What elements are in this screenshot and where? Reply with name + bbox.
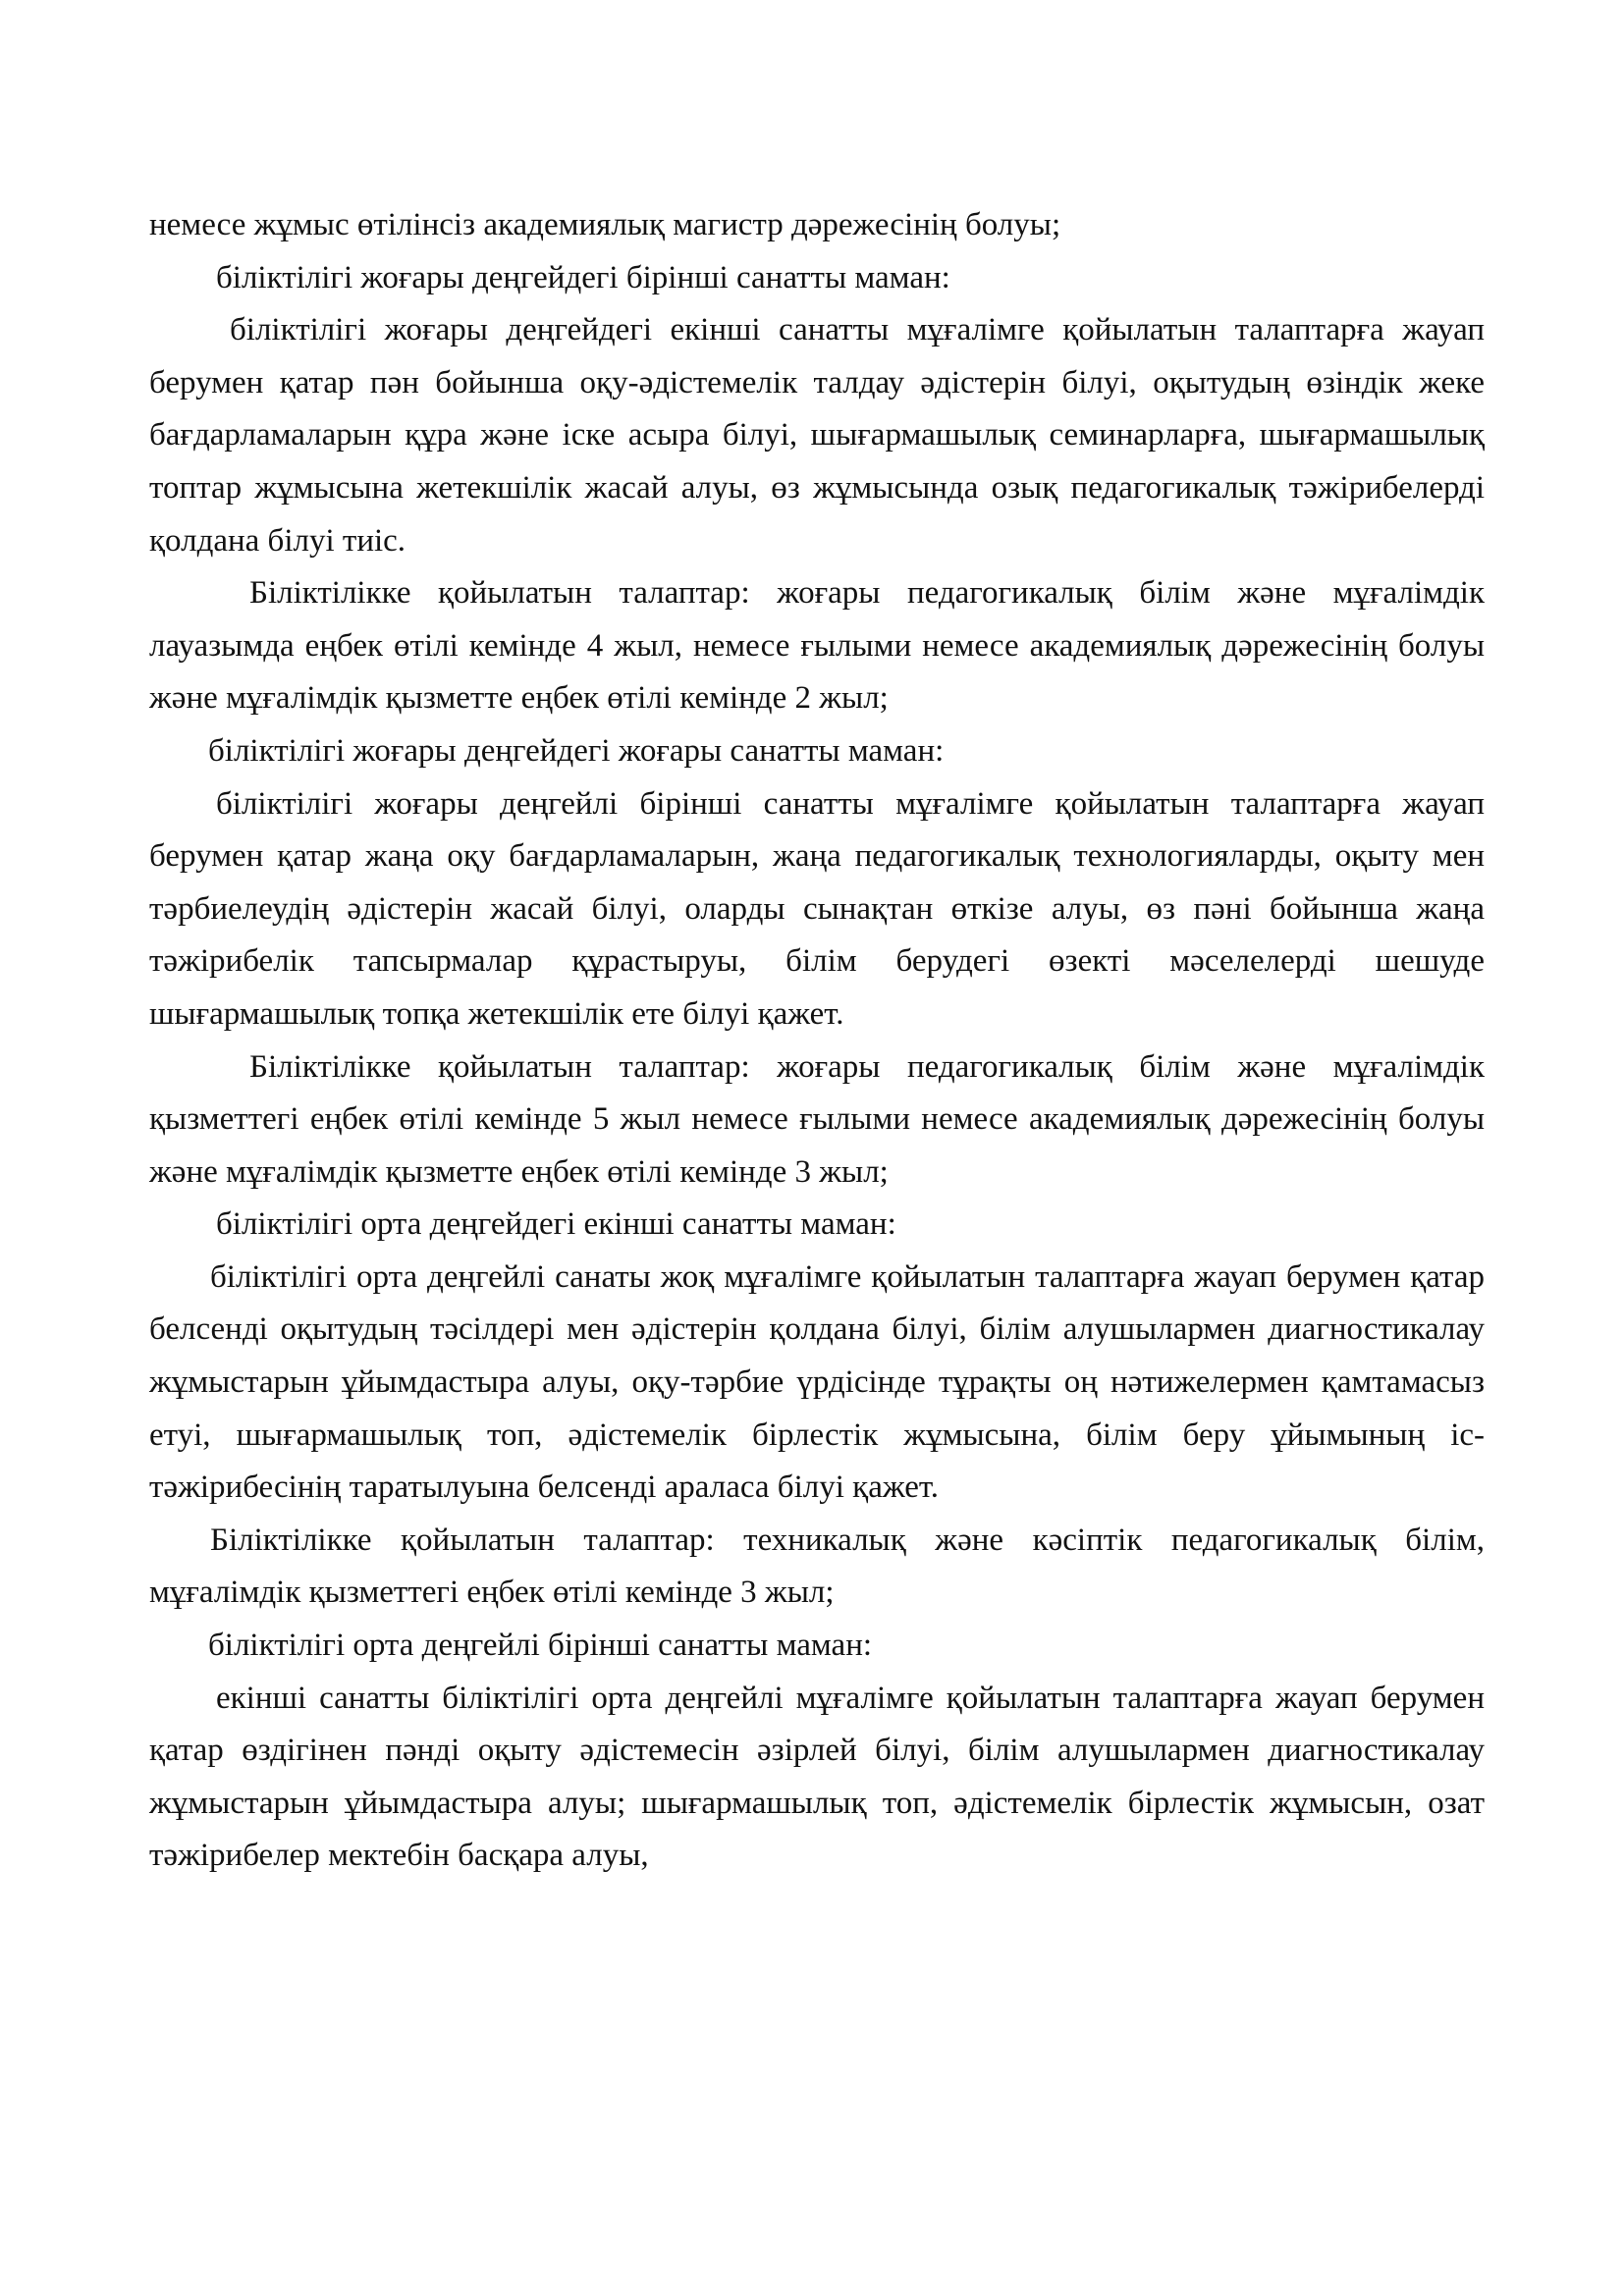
paragraph-mid-first-category-description: екінші санатты біліктілігі орта деңгейлі мұғалімге қойылатын талаптарға жауап берумен қатар өздігінен пәнді оқыту әдістемесін әзірлей білуі, білім алушылармен диагностикалау жұмыстарын ұйымдастыра алуы; шығармашылық топ, әдістемелік бірлестік жұмысын, озат тәжірибелер мектебін басқара алуы, (149, 1680, 1485, 1874)
paragraph-mid-second-category-requirements: Біліктілікке қойылатын талаптар: техникалық және кәсіптік педагогикалық білім, мұғалімдік қызметтегі еңбек өтілі кемінде 3 жыл; (149, 1522, 1485, 1611)
paragraph-continuation: немесе жұмыс өтілінсіз академиялық магистр дәрежесінің болуы; (149, 207, 1061, 242)
paragraph-mid-second-category-description: біліктілігі орта деңгейлі санаты жоқ мұғалімге қойылатын талаптарға жауап берумен қатар белсенді оқытудың тәсілдері мен әдістерін қолдана білуі, білім алушылармен диагностикалау жұмыстарын ұйымдастыра алуы, оқу-тәрбие үрдісінде тұрақты оң нәтижелермен қамтамасыз етуі, шығармашылық топ, әдістемелік бірлестік жұмысына, білім беру ұйымының іс-тәжірибесінің таратылуына белсенді араласа білуі қажет. (149, 1258, 1485, 1506)
paragraph-heading-first-category: біліктілігі жоғары деңгейдегі бірінші санатты маман: (216, 259, 950, 295)
paragraph-highest-category-description: біліктілігі жоғары деңгейлі бірінші санатты мұғалімге қойылатын талаптарға жауап берумен қатар жаңа оқу бағдарламаларын, жаңа педагогикалық технологияларды, оқыту мен тәрбиелеудің әдістерін жасай білуі, оларды сынақтан өткізе алуы, өз пәні бойынша жаңа тәжірибелік тапсырмалар құрастыруы, білім берудегі өзекті мәселелерді шешуде шығармашылық топқа жетекшілік ете білуі қажет. (149, 785, 1485, 1032)
paragraph-heading-highest-category: біліктілігі жоғары деңгейдегі жоғары санатты маман: (208, 732, 945, 769)
document-page (149, 199, 1485, 1883)
paragraph-first-category-description: біліктілігі жоғары деңгейдегі екінші санатты мұғалімге қойылатын талаптарға жауап берумен қатар пән бойынша оқу-әдістемелік талдау әдістерін білуі, оқытудың өзіндік жеке бағдарламаларын құра және іске асыра білуі, шығармашылық семинарларға, шығармашылық топтар жұмысына жетекшілік жасай алуы, өз жұмысында озық педагогикалық тәжірибелерді қолдана білуі тиіс. (149, 312, 1485, 559)
paragraph-heading-mid-first-category: біліктілігі орта деңгейлі бірінші санатты маман: (208, 1628, 873, 1664)
paragraph-heading-mid-second-category: біліктілігі орта деңгейдегі екінші санатты маман: (216, 1206, 896, 1243)
paragraph-first-category-requirements: Біліктілікке қойылатын талаптар: жоғары педагогикалық білім және мұғалімдік лауазымда еңбек өтілі кемінде 4 жыл, немесе ғылыми немесе академиялық дәрежесінің болуы және мұғалімдік қызметте еңбек өтілі кемінде 2 жыл; (149, 575, 1485, 717)
paragraph-highest-category-requirements: Біліктілікке қойылатын талаптар: жоғары педагогикалық білім және мұғалімдік қызметтегі еңбек өтілі кемінде 5 жыл немесе ғылыми немесе академиялық дәрежесінің болуы және мұғалімдік қызметте еңбек өтілі кемінде 3 жыл; (149, 1048, 1485, 1190)
